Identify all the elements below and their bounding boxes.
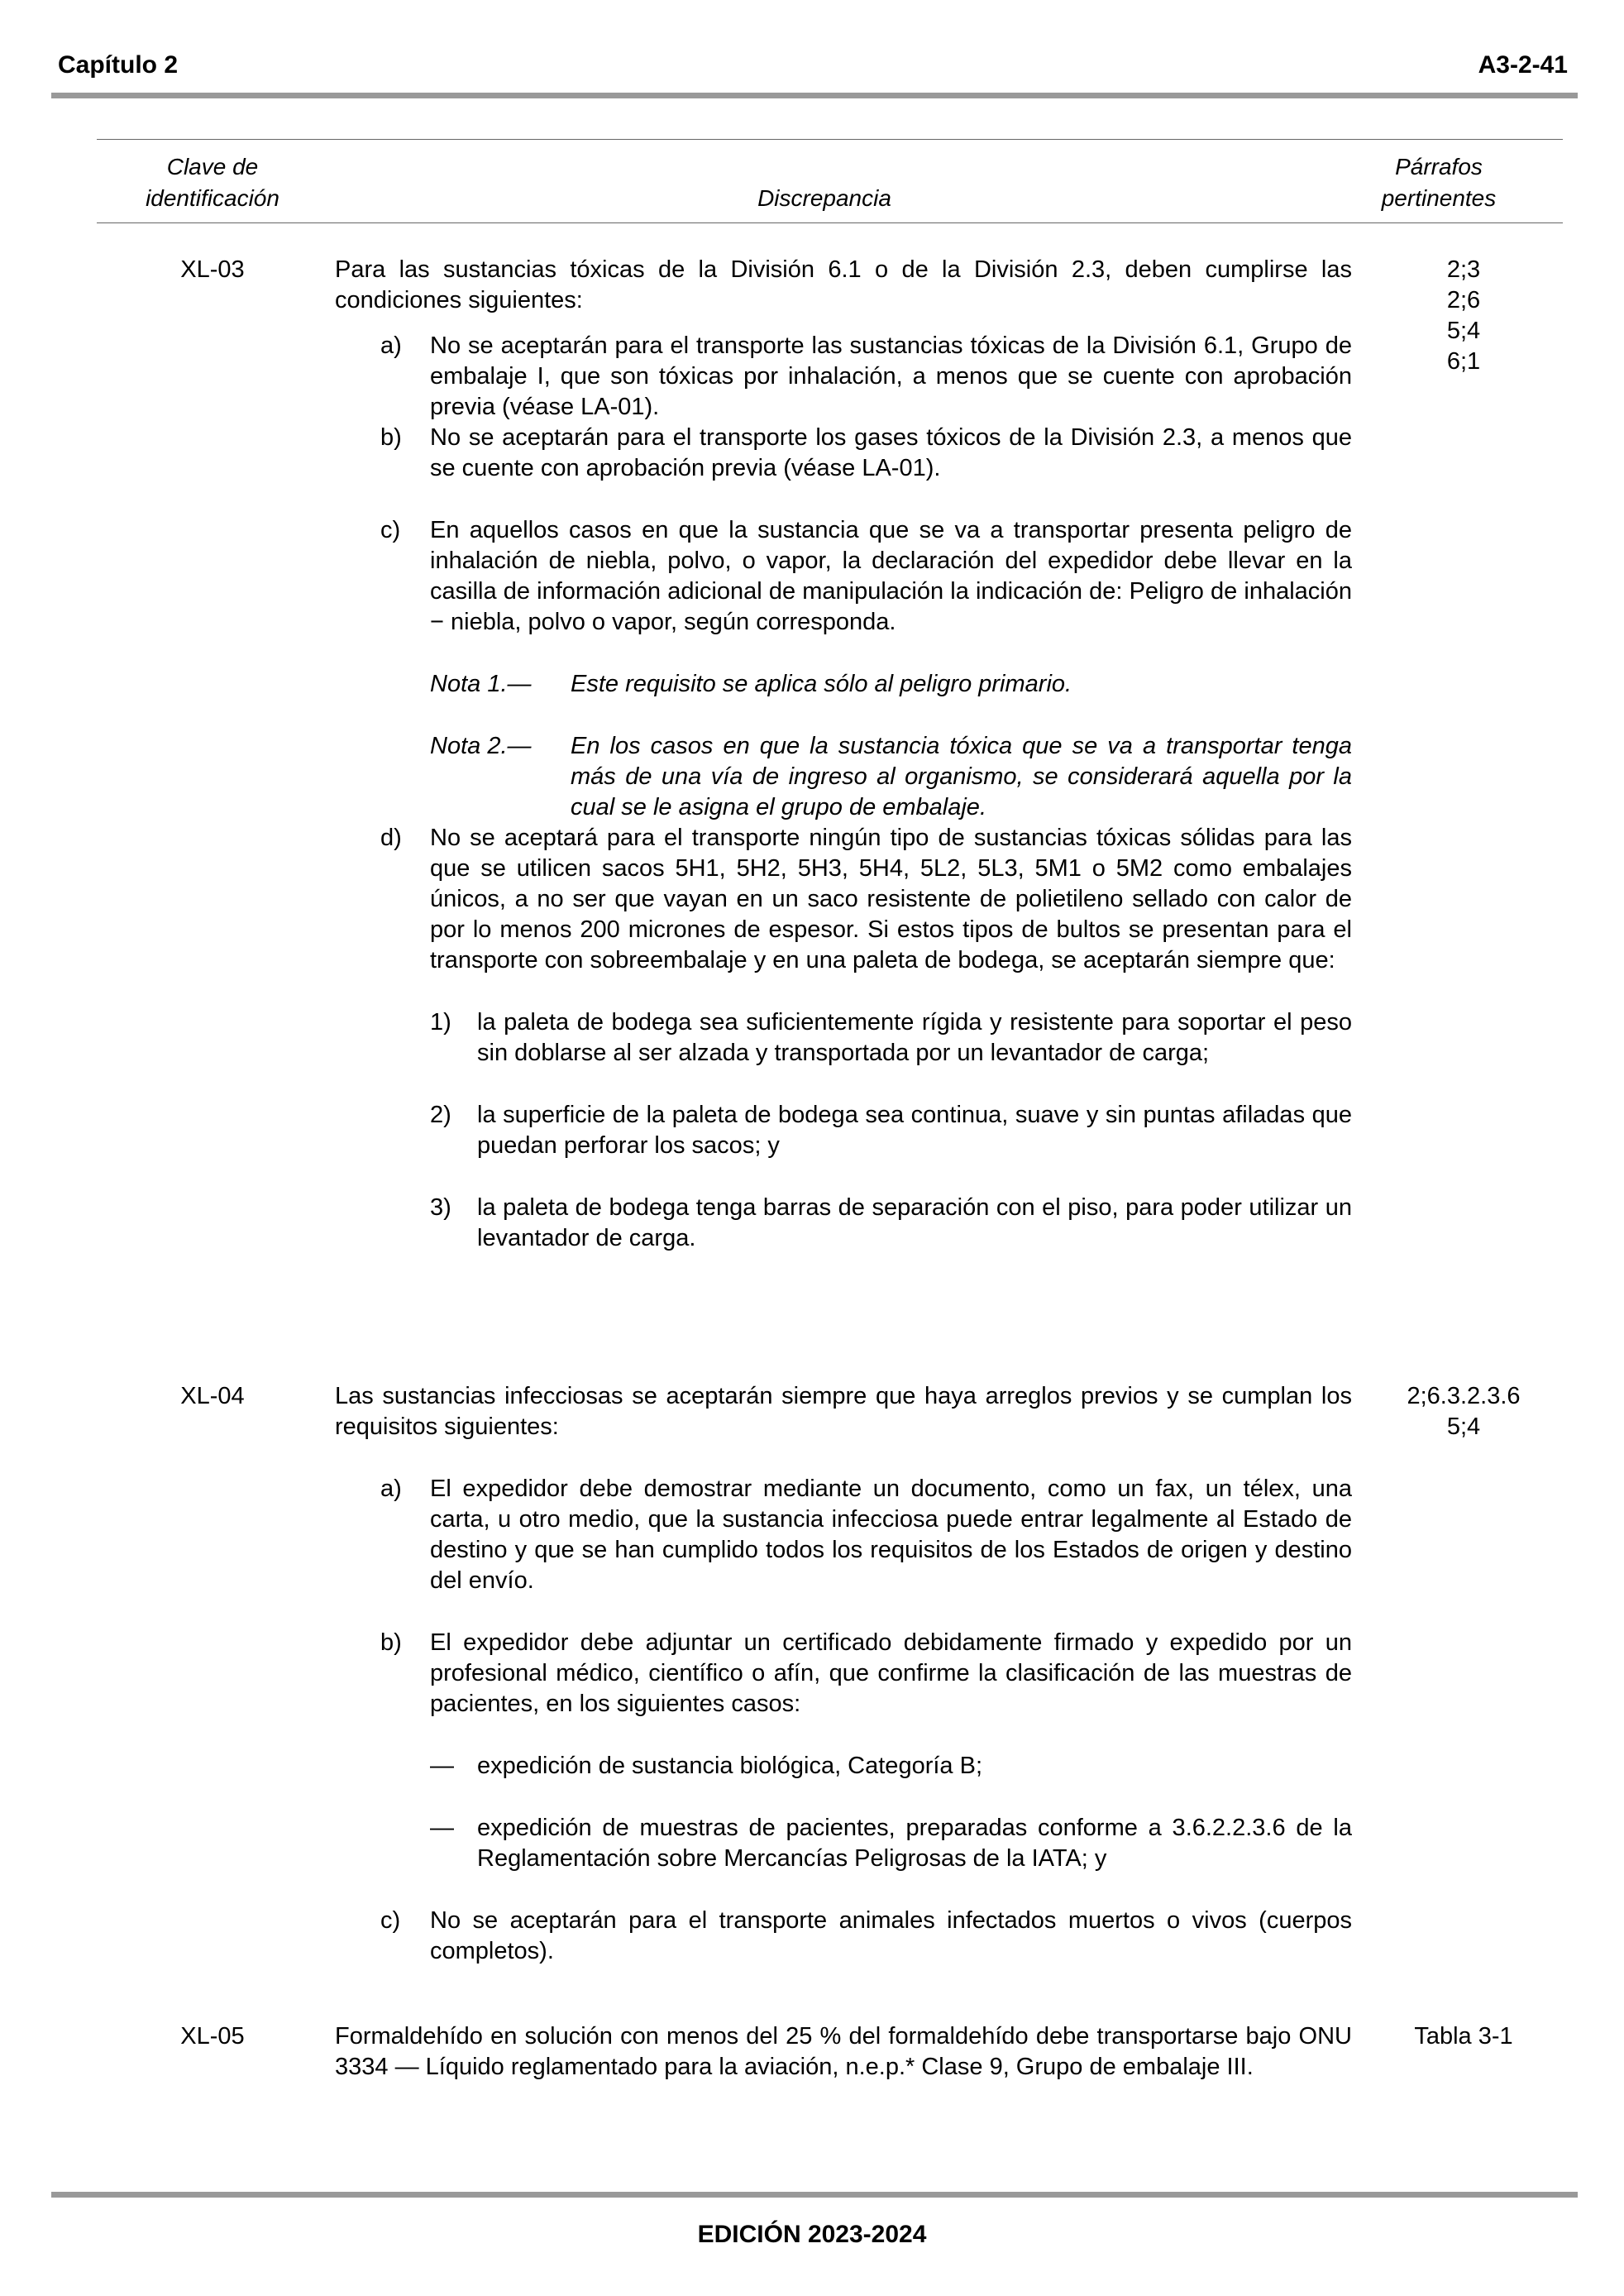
row-intro: Las sustancias infecciosas se aceptarán siempre que haya arreglos previos y se cumplan los requisitos siguientes: (335, 1383, 1352, 1440)
column-header-key: Clave de identificación (146, 154, 279, 211)
column-header-discrepancy: Discrepancia (757, 185, 891, 211)
page-header-chapter: Capítulo 2 (58, 51, 179, 79)
row-intro: Para las sustancias tóxicas de la División 6.1 o de la División 2.3, deben cumplirse las condiciones siguientes: (335, 256, 1352, 313)
note: Nota 2.— En los casos en que la sustancia tóxica que se va a transportar tenga más de una vía de ingreso al organismo, se considerará aquella por la cual se le asigna el grupo de embalaje. (430, 733, 1352, 820)
row-discrepancy (335, 1381, 1352, 1967)
row-refs: 2;6.3.2.3.6 5;4 (1407, 1383, 1521, 1440)
list-item: b) El expedidor debe adjuntar un certificado debidamente firmado y expedido por un profesional médico, científico o afín, que confirme la clasificación de las muestras de pacientes, en los siguientes casos: (380, 1629, 1352, 1717)
sub-item: 1) la paleta de bodega sea suficientemente rígida y resistente para soportar el peso sin doblarse al ser alzada y transportada por un levantador de carga; (430, 1009, 1352, 1066)
sub-item: 2) la superficie de la paleta de bodega sea continua, suave y sin puntas afiladas que puedan perforar los sacos; y (430, 1102, 1352, 1159)
column-header-refs: Párrafos pertinentes (1381, 154, 1497, 211)
row-key: XL-04 (180, 1383, 245, 1409)
footer-edition: EDICIÓN 2023-2024 (697, 2221, 927, 2248)
list-item: c) No se aceptarán para el transporte animales infectados muertos o vivos (cuerpos completos). (380, 1907, 1352, 1964)
table-header (97, 139, 1563, 223)
list-item: c) En aquellos casos en que la sustancia que se va a transportar presenta peligro de inhalación de niebla, polvo, o vapor, la declaración del expedidor debe llevar en la casilla de información adicional de manipulación la indicación de: Peligro de inhalación − niebla, polvo o vapor, según corresponda. (380, 517, 1352, 635)
note: Nota 1.— Este requisito se aplica sólo al peligro primario. (430, 671, 1072, 697)
page-header-number: A3-2-41 (1478, 51, 1568, 79)
row-discrepancy (335, 2021, 1352, 2083)
row-key: XL-05 (180, 2023, 245, 2050)
row-discrepancy (335, 255, 1352, 1254)
list-item: a) El expedidor debe demostrar mediante un documento, como un fax, un télex, una carta, u otro medio, que la sustancia infecciosa puede entrar legalmente al Estado de destino y que se han cumplido todos los requisitos de los Estados de origen y destino del envío. (380, 1476, 1352, 1594)
row-refs: Tabla 3-1 (1414, 2023, 1513, 2050)
row-intro: Formaldehído en solución con menos del 25 % del formaldehído debe transportarse bajo ONU 3334 — Líquido reglamentado para la aviación, n.e.p.* Clase 9, Grupo de embalaje III. (335, 2023, 1352, 2080)
row-refs: 2;3 2;6 5;4 6;1 (1446, 256, 1481, 375)
list-item: d) No se aceptará para el transporte ningún tipo de sustancias tóxicas sólidas para las que se utilicen sacos 5H1, 5H2, 5H3, 5H4, 5L2, 5L3, 5M1 o 5M2 como embalajes únicos, a no ser que vayan en un saco resistente de polietileno sellado con calor de por lo menos 200 micrones de espesor. Si estos tipos de bultos se presentan para el transporte con sobreembalaje y en una paleta de bodega, se aceptarán siempre que: (380, 825, 1352, 973)
list-item: b) No se aceptarán para el transporte los gases tóxicos de la División 2.3, a menos que se cuente con aprobación previa (véase LA-01). (380, 424, 1352, 481)
footer-rule (51, 2192, 1578, 2198)
sub-item: — expedición de muestras de pacientes, preparadas conforme a 3.6.2.2.3.6 de la Reglamentación sobre Mercancías Peligrosas de la IATA; y (430, 1815, 1352, 1872)
sub-item: 3) la paleta de bodega tenga barras de separación con el piso, para poder utilizar un levantador de carga. (430, 1194, 1352, 1251)
list-item: a) No se aceptarán para el transporte las sustancias tóxicas de la División 6.1, Grupo de embalaje I, que son tóxicas por inhalación, a menos que se cuente con aprobación previa (véase LA-01). (380, 332, 1352, 420)
sub-item: — expedición de sustancia biológica, Categoría B; (430, 1753, 982, 1779)
header-rule (51, 93, 1578, 98)
row-key: XL-03 (180, 256, 245, 283)
